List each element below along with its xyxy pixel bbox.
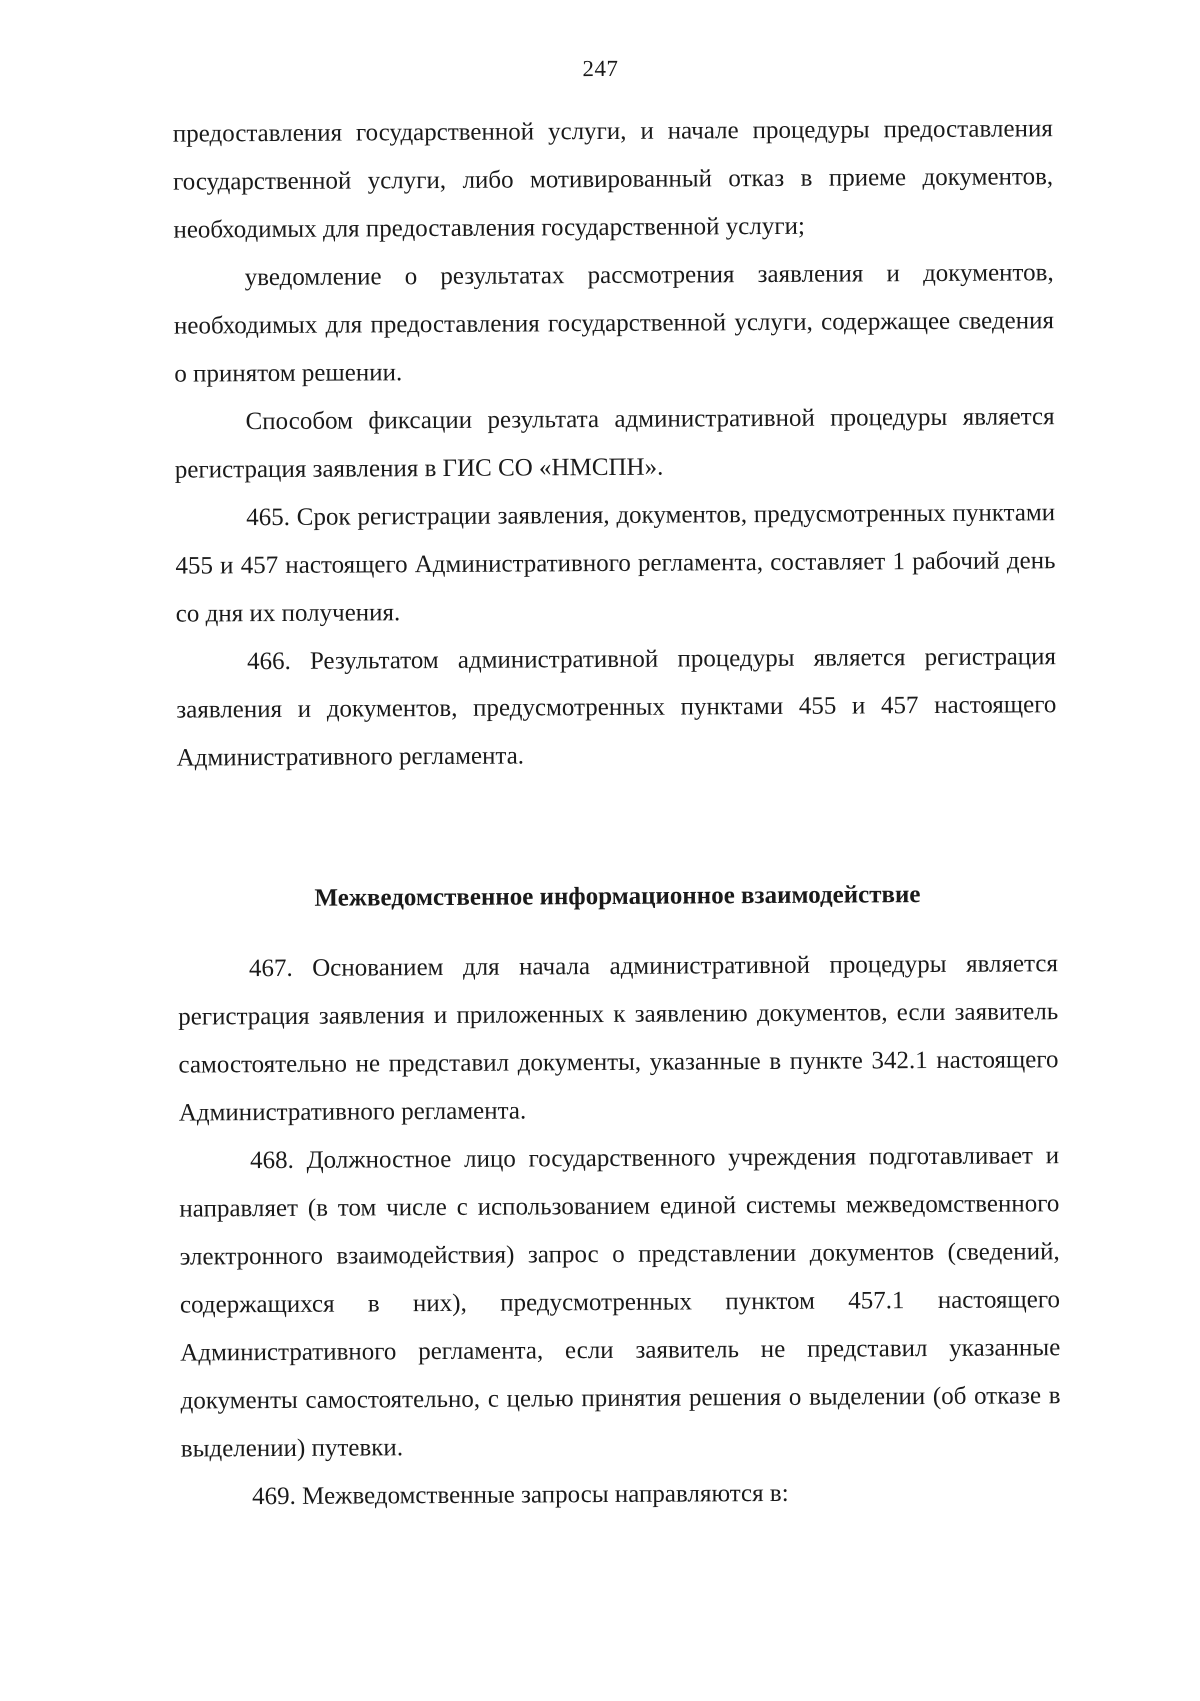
paragraph-continuation: предоставления государственной услуги, и начале процедуры предоставления государственной услуги, либо мотивированный отказ в приеме документов, необходимых для предоставления государственной услуги;: [172, 115, 1054, 244]
page-number: 247: [582, 55, 619, 82]
paragraph-468: 468. Должностное лицо государственного учреждения подготавливает и направляет (в том числе с использованием единой системы межведомственного электронного взаимодействия) запрос о представлении документов (сведений, содержащихся в них), предусмотренных пунктом 457.1 настоящего Административного регламента, если заявитель не представил указанные документы самостоятельно, с целью принятия решения о выделении (об отказе в выделении) путевки.: [179, 1142, 1061, 1463]
paragraph-notification: уведомление о результатах рассмотрения заявления и документов, необходимых для предоставления государственной услуги, содержащее сведения о принятом решении.: [173, 259, 1055, 388]
paragraph-469: 469. Межведомственные запросы направляются в:: [252, 1479, 789, 1511]
paragraph-467: 467. Основанием для начала административной процедуры является регистрация заявления и приложенных к заявлению документов, если заявитель самостоятельно не представил документы, указанные в пункте 342.1 настоящего Административного регламента.: [178, 950, 1059, 1127]
text-block-bottom: [178, 940, 1062, 1521]
paragraph-465: 465. Срок регистрации заявления, документов, предусмотренных пунктами 455 и 457 настоящего Административного регламента, составляет 1 рабочий день со дня их получения.: [175, 499, 1056, 628]
paragraph-fixation-method: Способом фиксации результата административной процедуры является регистрация заявления в ГИС СО «НМСПН».: [174, 403, 1055, 484]
section-heading: Межведомственное информационное взаимодействие: [314, 881, 921, 912]
text-block-top: [173, 105, 1057, 782]
paragraph-466: 466. Результатом административной процедуры является регистрация заявления и документов, предусмотренных пунктами 455 и 457 настоящего Административного регламента.: [176, 643, 1057, 772]
